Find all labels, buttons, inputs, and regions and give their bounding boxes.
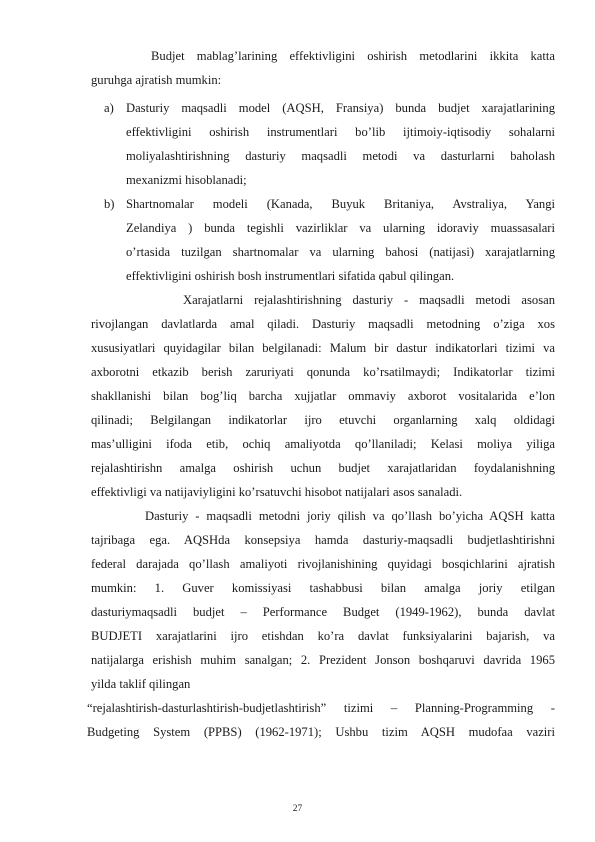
- para2-line-7: mas’ulligini ifoda etib, ochiq amaliyotda qo’llaniladi; Kelasi moliya yiliga: [91, 437, 555, 451]
- para2-line-8: rejalashtirishn amalga oshirish uchun budjet xarajatlaridan foydalanishning: [91, 461, 555, 475]
- para3-line-7: natijalarga erishish muhim sanalgan; 2. Prezident Jonson boshqaruvi davrida 1965: [91, 653, 555, 667]
- list-marker-a: a): [104, 101, 114, 115]
- para3-line-6: BUDJETI xarajatlarini ijro etishdan ko’ra davlat funksiyalarini bajarish, va: [91, 629, 555, 643]
- para3-line-1: Dasturiy - maqsadli metodni joriy qilish va qo’llash bo’yicha AQSH katta: [145, 509, 555, 523]
- para2-line-1: Xarajatlarni rejalashtirishning dasturiy - maqsadli metodi asosan: [183, 293, 555, 307]
- page-number: 27: [292, 804, 303, 814]
- list-a-line-2: effektivligini oshirish instrumentlari bo’lib ijtimoiy-iqtisodiy sohalarni: [126, 125, 555, 139]
- list-b-line-4: effektivligini oshirish bosh instrumentlari sifatida qabul qilingan.: [126, 269, 455, 283]
- list-b-line-1: Shartnomalar modeli (Kanada, Buyuk Britaniya, Avstraliya, Yangi: [126, 197, 555, 211]
- para2-line-6: qilinadi; Belgilangan indikatorlar ijro etuvchi organlarning xalq oldidagi: [91, 413, 555, 427]
- intro-line-2: guruhga ajratish mumkin:: [91, 73, 222, 87]
- list-a-line-4: mexanizmi hisoblanadi;: [126, 173, 247, 187]
- list-b-line-3: o’rtasida tuzilgan shartnomalar va ularning bahosi (natijasi) xarajatlarning: [126, 245, 555, 259]
- para3-line-4: mumkin: 1. Guver komissiyasi tashabbusi bilan amalga joriy etilgan: [91, 581, 555, 595]
- intro-line-1: Budjet mablag’larining effektivligini oshirish metodlarini ikkita katta: [151, 49, 555, 63]
- para3-line-3: federal darajada qo’llash amaliyoti rivojlanishining quyidagi bosqichlarini ajratish: [91, 557, 555, 571]
- para3-line-2: tajribaga ega. AQSHda konsepsiya hamda dasturiy-maqsadli budjetlashtirishni: [91, 533, 555, 547]
- para3-line-9: “rejalashtirish-dasturlashtirish-budjetlashtirish” tizimi – Planning-Programming -: [87, 701, 555, 715]
- para3-line-10: Budgeting System (PPBS) (1962-1971); Ushbu tizim AQSH mudofaa vaziri: [87, 725, 555, 739]
- para2-line-4: axborotni etkazib berish zaruriyati qonunda ko’rsatilmaydi; Indikatorlar tizimi: [91, 365, 555, 379]
- para2-line-3: xususiyatlari quyidagilar bilan belgilanadi: Malum bir dastur indikatorlari tizimi va: [91, 341, 555, 355]
- para3-line-8: yilda taklif qilingan: [91, 677, 191, 691]
- list-marker-b: b): [104, 197, 115, 211]
- list-b-line-2: Zelandiya ) bunda tegishli vazirliklar va ularning idoraviy muassasalari: [126, 221, 555, 235]
- para3-line-5: dasturiymaqsadli budjet – Performance Budget (1949-1962), bunda davlat: [91, 605, 555, 619]
- para2-line-5: shakllanishi bilan bog’liq barcha xujjatlar ommaviy axborot vositalarida e’lon: [91, 389, 555, 403]
- list-a-line-3: moliyalashtirishning dasturiy maqsadli metodi va dasturlarni baholash: [126, 149, 555, 163]
- para2-line-2: rivojlangan davlatlarda amal qiladi. Dasturiy maqsadli metodning o’ziga xos: [91, 317, 555, 331]
- para2-line-9: effektivligi va natijaviyligini ko’rsatuvchi hisobot natijalari asos sanaladi.: [91, 485, 463, 499]
- list-a-line-1: Dasturiy maqsadli model (AQSH, Fransiya) bunda budjet xarajatlarining: [126, 101, 555, 115]
